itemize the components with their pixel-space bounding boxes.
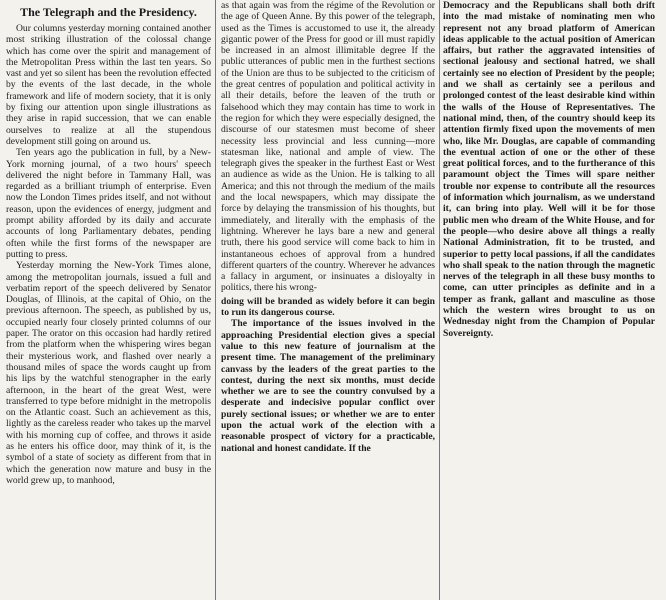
article-headline: The Telegraph and the Presidency. [20,5,197,19]
paragraph: Democracy and the Republicans shall both drift into the mad mistake of nominating men who represent not any broad platform of American ideas applicable to the actual position of American affairs, but rather the aggravated intensities of sectional jealousy and sectional hatred, we shall certainly see no election of President by the people; and we shall as certainly see a perilous and prolonged contest of the least desirable kind within the walls of the House of Representatives. The national mind, then, of the country should keep its attention firmly fixed upon the movements of men who, like Mr. Douglas, are capable of commanding the eventual action of one or the other of these great political forces, and to the furtherance of this paramount object the Times will spare neither trouble nor expense to contribute all the resources of information which journalism, as we understand it, can bring into play. Well will it be for those public men who dream of the White House, and for the people—who desire above all things a really National Administration, fit to be trusted, and superior to petty local passions, if all the candidates who shall speak to the nation through the magnetic nerves of the telegraph in all these busy months to come, can utter principles as definite and in a temper as frank, gallant and masculine as those which the western wires brought to us on Wednesday night from the Champion of Popular Sovereignty. [443,0,655,339]
paragraph: Ten years ago the publication in full, by a New-York morning journal, of a two hours' speech delivered the night before in Tammany Hall, was regarded as a brilliant triumph of enterprise. Even now the London Times prides itself, and not without reason, upon the evidences of energy, judgment and prompt ability afforded by its daily and accurate accounts of long Parliamentary debates, pending often while the first forms of the newspaper are putting to press. [6,147,211,260]
column-divider [215,0,216,600]
paragraph: doing will be branded as widely before it can begin to run its dangerous course. [221,295,435,319]
paragraph: Our columns yesterday morning contained another most striking illustration of the colossal change which has come over the spirit and management of the Metropolitan Press within the last ten years. So vast and yet so silent has been the revolution effected by the events of the last decade, in the whole framework and life of modern society, that it is only by fixing our attention upon single illustrations as they arise in rapid succession, that we can enable ourselves to realize at all the stupendous development still going on around us. [6,23,211,147]
column-1 [6,0,211,600]
paragraph: as that again was from the régime of the Revolution or the age of Queen Anne. By this power of the telegraph, used as the Times is accustomed to use it, the already gigantic power of the Press for good or ill must rapidly be increased in an almost illimitable degree If the public utterances of public men in the furthest sections of the Union are thus to be subjected to the criticism of the great centres of population and political activity in all their details, before the leaven of the truth or falsehood which they may contain has time to work in the region for which they were especially designed, the discourse of our statesmen must become of sheer necessity less provincial and less cunning—more statesman like, national and ample of view. The telegraph gives the speaker in the furthest East or West an audience as wide as the Union. He is talking to all America; and this not through the medium of the mails and the local newspapers, which may dissipate the force by delaying the transmission of his thoughts, but immediately, and literally with the emphasis of the lightning. Wherever he lays bare a new and general truth, there his good service will come back to him in instantaneous echoes of approval from a hundred different quarters of the country. Wherever he advances a fallacy in argument, or insinuates a disloyalty in politics, there his wrong- [221,0,435,294]
paragraph: The importance of the issues involved in the approaching Presidential election gives a special value to this new feature of journalism at the present time. The management of the preliminary canvass by the leaders of the great parties to the contest, during the next six months, must decide whether we are to see the country convulsed by a desperate and indecisive popular conflict over purely sectional issues; or whether we are to enter upon the actual work of the election with a reasonable prospect of victory for a practicable, national and honest candidate. If the [221,318,435,454]
column-divider [439,0,440,600]
column-3 [443,0,655,600]
paragraph: Yesterday morning the New-York Times alone, among the metropolitan journals, issued a full and verbatim report of the speech delivered by Senator Douglas, of Illinois, at the capital of Ohio, on the previous afternoon. The speech, as published by us, occupied nearly four closely printed columns of our paper. The orator on this occasion had hardly retired from the platform when the whispering wires began their mysterious work, and flashed over nearly a thousand miles of space the words caught up from his lips by the watchful stenographer in the early afternoon, in the heart of the great West, were transferred to type before midnight in the metropolis on the Atlantic coast. Such an achievement as this, lightly as the careless reader who takes up the marvel with his morning cup of coffee, and throws it aside as he enters his office door, may think of it, is the symbol of a state of society as different from that in which the generation now mature and busy in the world grew up, to manhood, [6,260,211,486]
bold-section [221,296,435,454]
column-2 [221,0,435,600]
